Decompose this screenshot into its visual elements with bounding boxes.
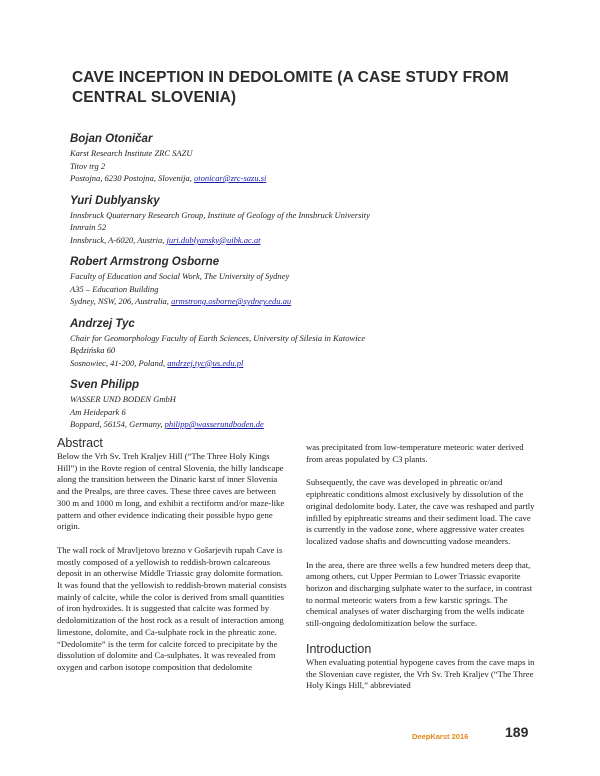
- email-link[interactable]: juri.dublyansky@uibk.ac.at: [166, 234, 261, 245]
- author-list: [70, 132, 490, 440]
- abstract-paragraph: The wall rock of Mravljetovo brezno v Gošarjevih rupah Cave is mostly composed of a yellowish to reddish-brown calcareous deposit in an otherwise Middle Triassic gray dolomite formation. It was found that the yellowish to reddish-brown material consists mainly of calcite, while the color is derived from small quantities of iron hydroxides. It is suggested that calcite was formed by dedolomitization of the host rock as a result of interaction among limestone, dolomite, and Ca-sulphate rock in the phreatic zone. “Dedolomite” is the term for calcite forced to precipitate by the dissolution of dolomite and Ca-sulphates. It was revealed from oxygen and carbon isotope composition that dedolomite: [57, 544, 287, 672]
- introduction-heading: Introduction: [306, 641, 372, 656]
- affiliation-line: Am Heidepark 6: [70, 406, 126, 417]
- abstract-paragraph: Subsequently, the cave was developed in phreatic or/and epiphreatic conditions almost exclusively by dissolution of the original dedolomite body. Later, the cave was reshaped and partly infilled by epiphreatic streams and their sediment load. The cave is currently in the vadose zone, where aggressive water creates localized vadose shafts and downcutting vadose meanders.: [306, 477, 535, 546]
- affiliation-line: Innrain 52: [70, 222, 107, 232]
- email-link[interactable]: armstrong.osborne@sydney.edu.au: [171, 296, 292, 306]
- affiliation-line: Innsbruck Quaternary Research Group, Institute of Geology of the Innsbruck University: [70, 209, 370, 220]
- abstract-paragraph: In the area, there are three wells a few hundred meters deep that, among others, cut Upper Permian to Lower Triassic evaporite horizon and discharging sulphate water to the surface, in contrast to normal meteoric waters from a few karstic springs. The chemical analyses of water discharging from the wells indicate still-ongoing dedolomitization below the surface.: [306, 559, 533, 629]
- affiliation-line: A35 – Education Building: [70, 283, 159, 294]
- address-text: Sosnowiec, 41-200, Poland,: [70, 357, 168, 368]
- author-name: Robert Armstrong Osborne: [70, 256, 220, 268]
- author-block: [70, 194, 490, 247]
- author-block: [70, 255, 490, 308]
- affiliation-line: [70, 418, 490, 431]
- abstract-paragraph: was precipitated from low-temperature meteoric water derived from areas populated by C3 plants.: [306, 442, 524, 464]
- author-block: [70, 317, 490, 370]
- author-block: [70, 378, 490, 431]
- affiliation-line: Będzińska 60: [70, 345, 116, 355]
- email-link[interactable]: andrzej.tyc@us.edu.pl: [167, 357, 244, 368]
- email-link[interactable]: philipp@wasserundboden.de: [164, 419, 264, 429]
- email-link[interactable]: otonicar@zrc-sazu.si: [193, 173, 267, 183]
- journal-name: DeepKarst 2016: [412, 732, 469, 741]
- author-name: Sven Philipp: [70, 379, 140, 391]
- address-text: Sydney, NSW, 206, Australia,: [70, 296, 172, 306]
- affiliation-line: [70, 295, 490, 308]
- affiliation-line: [70, 234, 490, 247]
- affiliation-line: Karst Research Institute ZRC SAZU: [70, 148, 193, 158]
- author-name: Bojan Otoničar: [70, 133, 153, 145]
- introduction-paragraph: When evaluating potential hypogene caves from the cave maps in the Slovenian cave register, the Vrh Sv. Treh Kraljev (“The Three Holy Kings Hill,” abbreviated: [306, 656, 535, 691]
- address-text: Boppard, 56154, Germany,: [70, 419, 165, 429]
- right-column: [306, 442, 538, 704]
- author-name: Yuri Dublyansky: [70, 194, 160, 207]
- affiliation-line: Titov trg 2: [70, 160, 106, 171]
- author-name: Andrzej Tyc: [70, 317, 135, 330]
- abstract-heading: Abstract: [57, 436, 103, 450]
- affiliation-line: Chair for Geomorphology Faculty of Earth Sciences, University of Silesia in Katowice: [70, 332, 366, 343]
- address-text: Innsbruck, A-6020, Austria,: [70, 234, 167, 245]
- page-number: 189: [505, 724, 529, 740]
- address-text: Postojna, 6230 Postojna, Slovenija,: [70, 173, 194, 183]
- affiliation-line: Faculty of Education and Social Work, The University of Sydney: [70, 271, 290, 281]
- author-block: [70, 132, 490, 185]
- abstract-paragraph: Below the Vrh Sv. Treh Kraljev Hill (“The Three Holy Kings Hill”) in the Rovte region of central Slovenia, the hilly landscape along the transition between the Dinaric karst of inner Slovenia and the Prealps, are three caves. These three caves are between 300 m and 1000 m long, and exhibit a rectiform and/or maze-like pattern and other evidence indicating their possible hypo gene origin.: [57, 451, 285, 532]
- affiliation-line: [70, 357, 490, 370]
- affiliation-line: WASSER UND BODEN GmbH: [70, 394, 176, 404]
- paper-title: CAVE INCEPTION IN DEDOLOMITE (A CASE STUDY FROM CENTRAL SLOVENIA): [72, 69, 509, 106]
- affiliation-line: [70, 172, 490, 185]
- left-column: [57, 436, 289, 686]
